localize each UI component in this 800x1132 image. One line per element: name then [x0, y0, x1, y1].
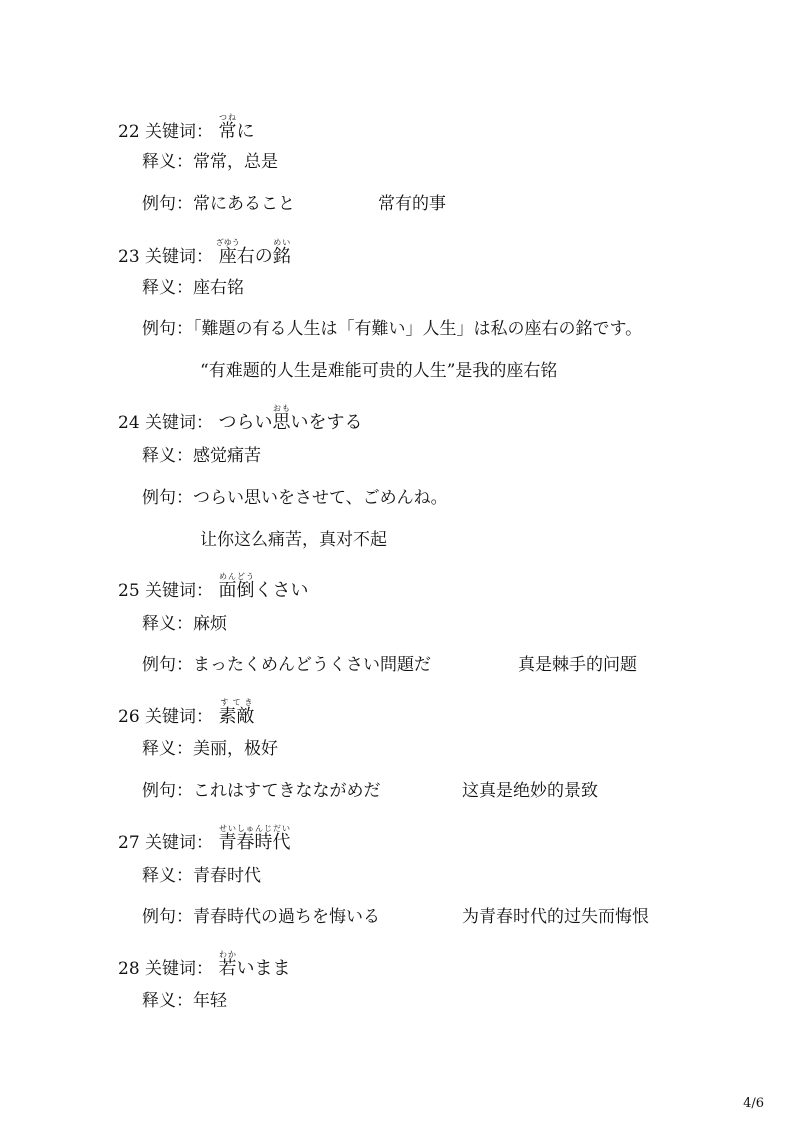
keyword-kanji: 面倒めんどう	[218, 572, 255, 601]
furigana: すてき	[218, 698, 255, 707]
entry-22-example	[142, 194, 295, 214]
furigana: めい	[272, 238, 291, 247]
example-chinese: 为青春时代的过失而悔恨	[462, 907, 649, 927]
keyword-label: 关键词：	[145, 707, 214, 727]
entry-23-example	[142, 319, 642, 339]
keyword-kanji: 若わか	[218, 950, 237, 979]
furigana: せいしゅんじだい	[218, 824, 291, 833]
entry-27-meaning	[142, 866, 261, 886]
entry-26-meaning	[142, 739, 278, 759]
entry-25-example	[142, 655, 431, 675]
keyword	[218, 404, 363, 433]
example-label: 例句：	[142, 655, 193, 675]
keyword-kana: の	[254, 246, 273, 267]
keyword-label: 关键词：	[145, 833, 214, 853]
furigana: わか	[218, 950, 237, 959]
furigana: めんどう	[218, 572, 255, 581]
entry-26-heading	[118, 698, 254, 727]
entry-22-heading	[118, 113, 254, 142]
meaning-text: 座右铭	[193, 278, 244, 298]
keyword-kana: いまま	[236, 958, 291, 979]
meaning-label: 释义：	[142, 152, 193, 172]
keyword-kanji: 常つね	[218, 113, 237, 142]
example-label: 例句：	[142, 319, 193, 339]
keyword-label: 关键词：	[145, 413, 214, 433]
entry-24-meaning	[142, 446, 261, 466]
meaning-label: 释义：	[142, 446, 193, 466]
keyword-kana: つらい	[218, 412, 273, 433]
entry-number: 23	[118, 247, 140, 267]
keyword	[218, 572, 309, 601]
example-japanese: 青春時代の過ちを悔いる	[193, 907, 380, 927]
keyword-kanji: 銘めい	[272, 238, 291, 267]
entry-number: 27	[118, 833, 140, 853]
entry-number: 22	[118, 122, 140, 142]
entry-number: 25	[118, 581, 140, 601]
keyword-label: 关键词：	[145, 959, 214, 979]
example-chinese: “有难题的人生是难能可贵的人生”是我的座右铭	[200, 361, 558, 381]
entry-25-meaning	[142, 614, 227, 634]
entry-27-example	[142, 907, 380, 927]
meaning-text: 年轻	[193, 991, 227, 1011]
entry-27-heading	[118, 824, 290, 853]
entry-number: 28	[118, 959, 140, 979]
entry-25-heading	[118, 572, 308, 601]
keyword-kana: に	[236, 121, 255, 142]
furigana: おも	[272, 404, 291, 413]
example-label: 例句：	[142, 194, 193, 214]
entry-24-heading	[118, 404, 362, 433]
page-number: 4/6	[743, 1096, 764, 1111]
meaning-label: 释义：	[142, 278, 193, 298]
entry-26-example	[142, 781, 381, 801]
example-japanese: 「難題の有る人生は「有難い」人生」は私の座右の銘です。	[193, 319, 643, 339]
keyword-label: 关键词：	[145, 581, 214, 601]
entry-22-meaning	[142, 152, 278, 172]
entry-number: 26	[118, 707, 140, 727]
keyword	[218, 824, 291, 853]
keyword-kanji: 青春時代せいしゅんじだい	[218, 824, 291, 853]
keyword-kanji: 素敵すてき	[218, 698, 255, 727]
keyword-kana: くさい	[254, 580, 309, 601]
furigana: ざゆう	[215, 238, 240, 247]
keyword	[218, 698, 255, 727]
furigana: つね	[218, 113, 237, 122]
meaning-label: 释义：	[142, 866, 193, 886]
meaning-label: 释义：	[142, 739, 193, 759]
example-japanese: 常にあること	[193, 194, 295, 214]
example-label: 例句：	[142, 488, 193, 508]
meaning-label: 释义：	[142, 614, 193, 634]
example-label: 例句：	[142, 907, 193, 927]
keyword-label: 关键词：	[145, 122, 214, 142]
keyword-kana: いをする	[290, 412, 363, 433]
meaning-label: 释义：	[142, 991, 193, 1011]
meaning-text: 麻烦	[193, 614, 227, 634]
entry-28-meaning	[142, 991, 227, 1011]
example-japanese: これはすてきなながめだ	[193, 781, 381, 801]
meaning-text: 美丽，极好	[193, 739, 278, 759]
keyword-kanji: 思おも	[272, 404, 291, 433]
entry-28-heading	[118, 950, 290, 979]
example-chinese: 真是棘手的问题	[518, 655, 637, 675]
example-chinese: 常有的事	[378, 194, 446, 214]
entry-24-example	[142, 488, 448, 508]
keyword-kanji: 座ざゆう	[215, 238, 240, 267]
entry-number: 24	[118, 413, 140, 433]
meaning-text: 常常，总是	[193, 152, 278, 172]
keyword-label: 关键词：	[145, 247, 214, 267]
meaning-text: 青春时代	[193, 866, 261, 886]
keyword-kana: 右	[236, 246, 255, 267]
example-label: 例句：	[142, 781, 193, 801]
meaning-text: 感觉痛苦	[193, 446, 261, 466]
entry-23-meaning	[142, 278, 244, 298]
keyword	[218, 113, 255, 142]
entry-23-heading	[118, 238, 291, 267]
example-japanese: つらい思いをさせて、ごめんね。	[193, 488, 448, 508]
keyword	[215, 238, 291, 267]
example-chinese: 让你这么痛苦，真对不起	[200, 530, 387, 550]
keyword	[218, 950, 291, 979]
example-japanese: まったくめんどうくさい問題だ	[193, 655, 431, 675]
example-chinese: 这真是绝妙的景致	[462, 781, 598, 801]
